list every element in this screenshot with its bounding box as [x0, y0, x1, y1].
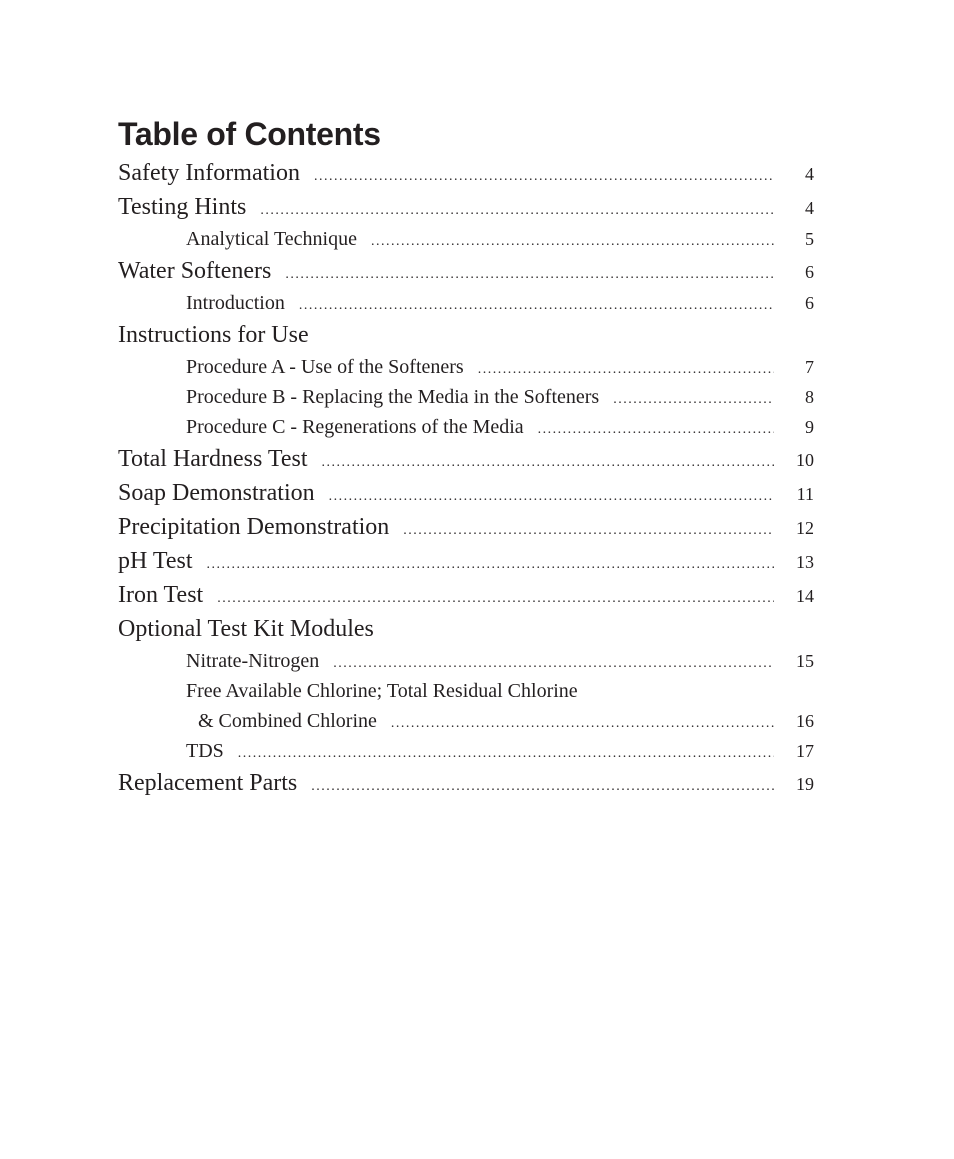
toc-entry-label: Procedure B - Replacing the Media in the Softeners — [186, 386, 600, 408]
toc-dot-leader — [299, 291, 774, 321]
toc-entry-label: Free Available Chlorine; Total Residual Chlorine — [186, 680, 578, 702]
toc-entry-page-number: 11 — [796, 484, 814, 504]
toc-entry-page-number: 4 — [805, 164, 814, 184]
toc-dot-leader — [322, 446, 775, 480]
toc-entry[interactable] — [118, 676, 814, 706]
toc-page — [118, 112, 814, 800]
toc-entry[interactable] — [118, 544, 814, 578]
toc-entry[interactable] — [118, 190, 814, 224]
toc-list — [118, 156, 814, 800]
toc-dot-leader — [478, 355, 774, 385]
toc-entry-label: Introduction — [186, 292, 285, 314]
toc-entry[interactable] — [118, 156, 814, 190]
toc-entry[interactable] — [118, 382, 814, 412]
toc-entry[interactable] — [118, 476, 814, 510]
toc-entry[interactable] — [118, 318, 814, 352]
toc-entry-label: Precipitation Demonstration — [118, 514, 390, 540]
toc-entry[interactable] — [118, 646, 814, 676]
toc-dot-leader — [538, 415, 774, 445]
toc-entry[interactable] — [118, 442, 814, 476]
toc-dot-leader — [403, 514, 774, 548]
toc-entry-label: Optional Test Kit Modules — [118, 616, 374, 642]
toc-dot-leader — [207, 548, 774, 582]
toc-entry-page-number: 9 — [805, 417, 814, 437]
toc-dot-leader — [314, 160, 774, 194]
toc-entry[interactable] — [118, 254, 814, 288]
toc-dot-leader — [391, 709, 774, 739]
toc-entry-page-number: 8 — [805, 387, 814, 407]
toc-entry[interactable] — [118, 352, 814, 382]
toc-entry[interactable] — [118, 412, 814, 442]
toc-entry-label: Iron Test — [118, 582, 204, 608]
toc-entry-page-number: 16 — [796, 711, 814, 731]
toc-entry-page-number: 6 — [805, 293, 814, 313]
toc-entry-label: TDS — [186, 740, 224, 762]
toc-entry-page-number: 7 — [805, 357, 814, 377]
toc-entry-page-number: 15 — [796, 651, 814, 671]
toc-entry[interactable] — [118, 510, 814, 544]
toc-entry-label: Total Hardness Test — [118, 446, 308, 472]
toc-entry-page-number: 13 — [796, 552, 814, 572]
toc-entry[interactable] — [118, 706, 814, 736]
toc-entry-label: Nitrate-Nitrogen — [186, 650, 320, 672]
toc-dot-leader — [238, 739, 774, 769]
toc-dot-leader — [613, 385, 774, 415]
toc-entry[interactable] — [118, 224, 814, 254]
toc-entry-label: Analytical Technique — [186, 228, 357, 250]
toc-entry-label: Soap Demonstration — [118, 480, 315, 506]
toc-entry[interactable] — [118, 288, 814, 318]
toc-entry-page-number: 19 — [796, 774, 814, 794]
toc-entry-page-number: 17 — [796, 741, 814, 761]
toc-entry[interactable] — [118, 612, 814, 646]
toc-entry-page-number: 12 — [796, 518, 814, 538]
toc-dot-leader — [329, 480, 774, 514]
toc-entry-label: pH Test — [118, 548, 193, 574]
toc-entry-label: Testing Hints — [118, 194, 247, 220]
toc-entry-page-number: 6 — [805, 262, 814, 282]
toc-entry-label: Replacement Parts — [118, 770, 298, 796]
toc-entry-label: Safety Information — [118, 160, 300, 186]
toc-entry-page-number: 14 — [796, 586, 814, 606]
page-title: Table of Contents — [118, 116, 381, 152]
toc-entry[interactable] — [118, 766, 814, 800]
toc-dot-leader — [333, 649, 774, 679]
toc-dot-leader — [285, 258, 774, 292]
toc-entry-page-number: 5 — [805, 229, 814, 249]
toc-entry-page-number: 10 — [796, 450, 814, 470]
toc-entry-label: Procedure C - Regenerations of the Media — [186, 416, 524, 438]
toc-entry-label: Procedure A - Use of the Softeners — [186, 356, 464, 378]
toc-dot-leader — [260, 194, 774, 228]
toc-dot-leader — [217, 582, 774, 616]
toc-dot-leader — [371, 227, 774, 257]
toc-entry[interactable] — [118, 736, 814, 766]
toc-entry-label: Instructions for Use — [118, 322, 309, 348]
toc-entry-page-number: 4 — [805, 198, 814, 218]
toc-entry-label: & Combined Chlorine — [198, 710, 377, 732]
toc-entry-label: Water Softeners — [118, 258, 272, 284]
toc-entry[interactable] — [118, 578, 814, 612]
toc-dot-leader — [311, 770, 774, 804]
